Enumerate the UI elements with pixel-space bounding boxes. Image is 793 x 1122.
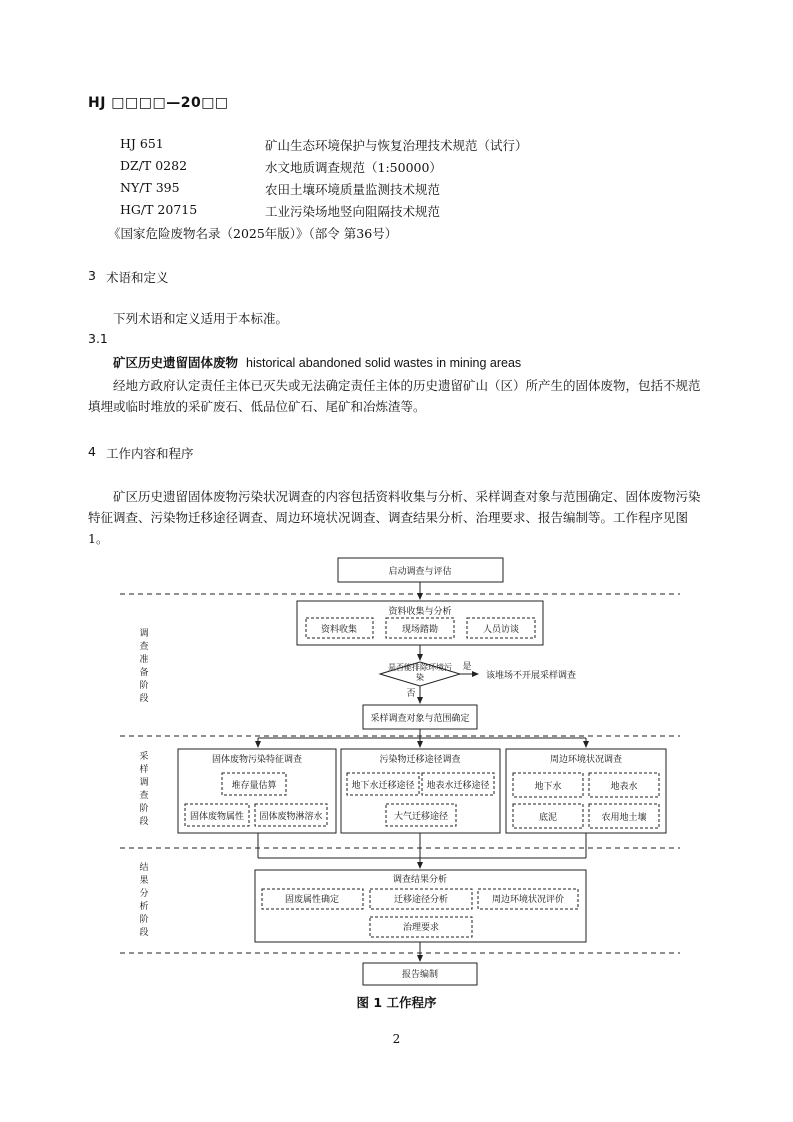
decision-no-label: 否 (406, 689, 416, 699)
reference-title: 矿山生态环境保护与恢复治理技术规范（试行） (265, 138, 528, 153)
collect-item: 现场踏勘 (401, 625, 439, 635)
scope-label: 采样调查对象与范围确定 (370, 714, 470, 724)
result-item: 治理要求 (402, 923, 440, 933)
page-number: 2 (392, 1032, 401, 1046)
term-chinese: 矿区历史遗留固体废物 (113, 355, 239, 370)
result-title: 调查结果分析 (392, 875, 448, 885)
section-4-heading: 工作内容和程序 (106, 446, 194, 461)
group1-item: 固体废物淋溶水 (259, 812, 323, 822)
collect-item: 资料收集 (320, 625, 358, 635)
group3-item: 地表水 (610, 782, 638, 792)
reference-title: 水文地质调查规范（1:50000） (265, 160, 442, 175)
decision-yes-label: 是 (462, 662, 472, 672)
group3-item: 底泥 (538, 813, 558, 823)
section-3-number: 3 (88, 268, 96, 283)
result-item: 固废属性确定 (284, 895, 340, 905)
section-3-intro: 下列术语和定义适用于本标准。 (113, 311, 289, 326)
term-definition: 经地方政府认定责任主体已灭失或无法确定责任主体的历史遗留矿山（区）所产生的固体废物，包括不规范填埋或临时堆放的采矿废石、低品位矿石、尾矿和冶炼渣等。 (88, 378, 701, 414)
result-item: 周边环境状况评价 (491, 895, 565, 905)
section-3-heading: 术语和定义 (106, 270, 169, 285)
group1-title: 固体废物污染特征调查 (211, 755, 303, 765)
decision-text-container (388, 663, 452, 685)
stage2-label: 采样调查阶段 (139, 752, 149, 827)
section-4-paragraph: 矿区历史遗留固体废物污染状况调查的内容包括资料收集与分析、采样调查对象与范围确定、固体废物污染特征调查、污染物迁移途径调查、周边环境状况调查、调查结果分析、治理要求、报告编制等。工作程序见图1。 (88, 489, 701, 546)
figure-caption: 图 1 工作程序 (356, 995, 437, 1010)
reference-title: 工业污染场地竖向阻隔技术规范 (265, 204, 441, 219)
reference-title: 农田土壤环境质量监测技术规范 (265, 182, 441, 197)
group2-title: 污染物迁移途径调查 (379, 755, 461, 765)
group2-item: 大气迁移途径 (393, 812, 449, 822)
term-number: 3.1 (88, 331, 108, 346)
no-sampling-label: 该堆场不开展采样调查 (485, 671, 577, 681)
group1-item: 堆存量估算 (231, 781, 277, 791)
document-code: HJ □□□□—20□□ (88, 95, 229, 111)
start-label: 启动调查与评估 (388, 567, 452, 577)
collect-title: 资料收集与分析 (388, 607, 452, 617)
reference-extra: 《国家危险废物名录（2025年版）》（部令 第36号） (108, 226, 398, 241)
group2-item: 地下水迁移途径 (351, 781, 415, 791)
group1-item: 固体废物属性 (189, 812, 245, 822)
group3-item: 农用地土壤 (601, 813, 647, 823)
decision-label: 是否能排除环境污染 (388, 663, 452, 682)
result-item: 迁移途径分析 (393, 895, 449, 905)
collect-item: 人员访谈 (482, 625, 520, 635)
stage1-label: 调查准备阶段 (139, 629, 149, 704)
reference-code: DZ/T 0282 (120, 158, 188, 173)
reference-code: HG/T 20715 (120, 202, 198, 217)
term-english: historical abandoned solid wastes in mining areas (246, 356, 522, 370)
group2-item: 地表水迁移途径 (426, 781, 490, 791)
group3-title: 周边环境状况调查 (549, 755, 623, 765)
stage3-label: 结果分析阶段 (139, 863, 149, 938)
section-4-number: 4 (88, 444, 96, 459)
reference-code: HJ 651 (120, 136, 164, 151)
report-label: 报告编制 (401, 970, 439, 980)
reference-code: NY/T 395 (120, 180, 180, 195)
group3-item: 地下水 (534, 782, 562, 792)
